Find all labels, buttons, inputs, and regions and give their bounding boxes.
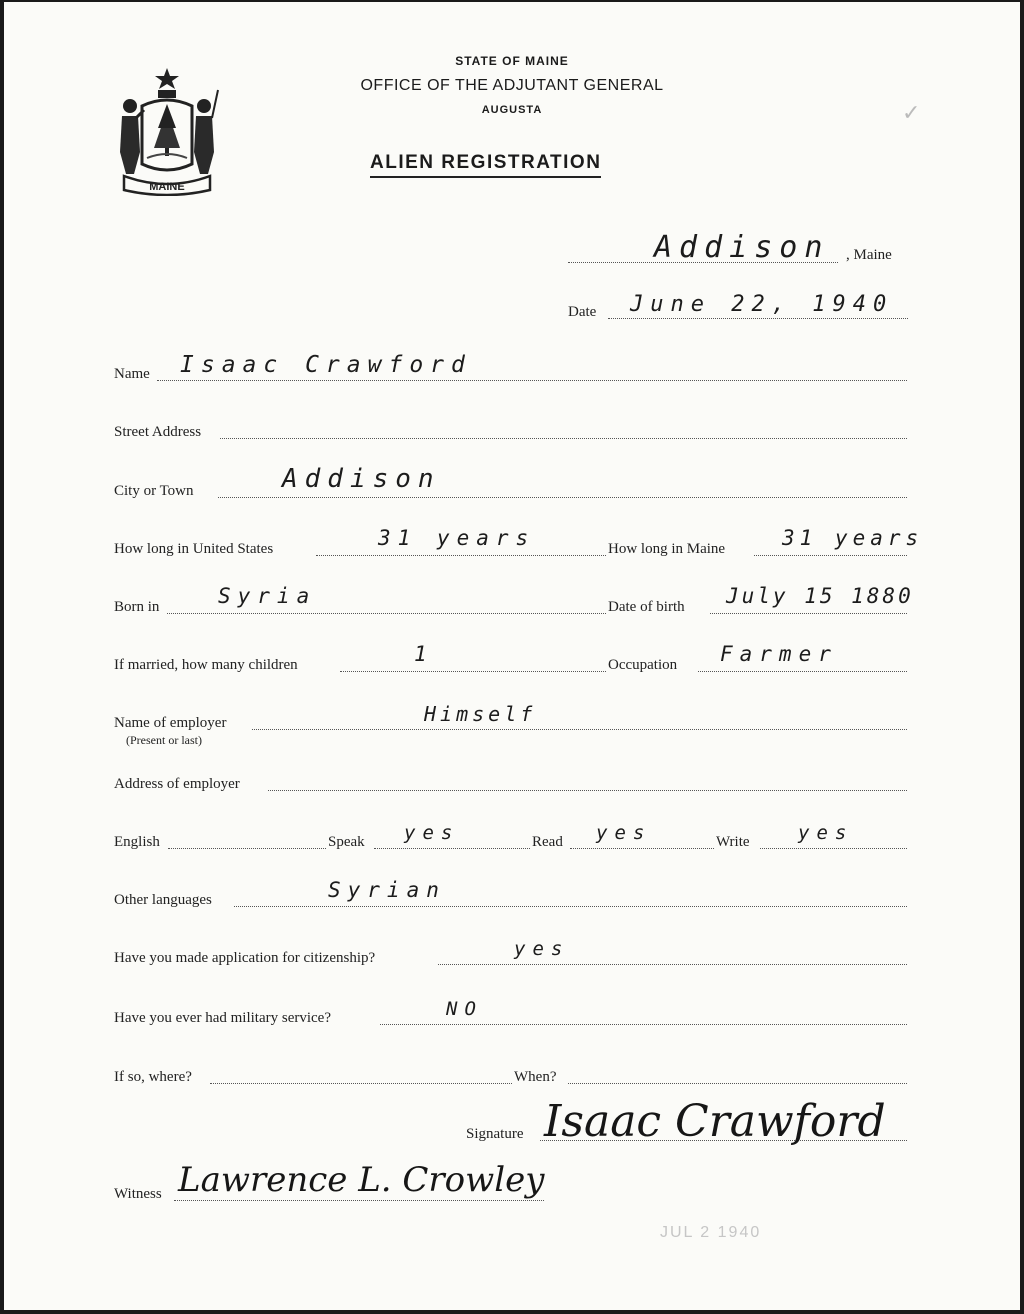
where-line [210,1083,512,1084]
citizenship-line [438,964,907,965]
employer-label: Name of employer [114,715,227,731]
name-line [157,380,907,381]
english-label: English [114,834,160,850]
date-of-birth-value: July 15 1880 [726,584,914,608]
when-line [568,1083,907,1084]
name-value: Isaac Crawford [180,352,472,378]
how-long-us-label: How long in United States [114,541,274,557]
witness-line [174,1200,544,1201]
write-value: yes [798,822,854,844]
header-office: OFFICE OF THE ADJUTANT GENERAL [360,77,664,94]
other-languages-line [234,906,907,907]
employer-line [252,729,907,730]
other-languages-label: Other languages [114,892,212,908]
date-of-birth-line [710,613,907,614]
write-label: Write [716,834,750,850]
speak-value: yes [404,822,460,844]
read-line [570,848,714,849]
employer-address-label: Address of employer [114,776,240,792]
military-line [380,1024,907,1025]
date-line [608,318,908,319]
children-line [340,671,606,672]
city-or-town-line [218,497,907,498]
citizenship-value: yes [514,938,570,960]
street-address-label: Street Address [114,424,202,440]
how-long-maine-value: 31 years [782,526,924,550]
born-in-value: Syria [218,584,317,608]
employer-address-line [268,790,907,791]
english-line [168,848,326,849]
write-line [760,848,907,849]
children-value: 1 [414,642,434,666]
read-label: Read [532,834,563,850]
witness-value: Lawrence L. Crowley [178,1160,545,1200]
military-value: NO [446,998,483,1020]
date-value: June 22, 1940 [630,292,894,317]
employer-note: (Present or last) [126,733,202,747]
signature-label: Signature [466,1126,524,1142]
check-mark: ✓ [902,100,921,125]
registration-form [4,2,1020,1310]
born-in-label: Born in [114,599,160,615]
how-long-us-value: 31 years [378,526,536,550]
occupation-line [698,671,907,672]
speak-line [374,848,530,849]
how-long-us-line [316,555,606,556]
date-of-birth-label: Date of birth [608,599,685,615]
town-value: Addison [654,230,830,265]
how-long-maine-label: How long in Maine [608,541,726,557]
occupation-label: Occupation [608,657,678,673]
city-or-town-label: City or Town [114,483,194,499]
read-value: yes [596,822,652,844]
where-label: If so, where? [114,1069,192,1085]
street-address-line [220,438,907,439]
occupation-value: Farmer [720,642,838,666]
date-label: Date [568,304,597,320]
employer-value: Himself [424,702,537,726]
born-in-line [167,613,606,614]
witness-label: Witness [114,1186,162,1202]
name-label: Name [114,366,150,382]
military-label: Have you ever had military service? [114,1010,331,1026]
speak-label: Speak [328,834,365,850]
header-city: AUGUSTA [481,104,543,116]
header-state: STATE OF MAINE [455,54,569,68]
form-title: ALIEN REGISTRATION [370,152,601,178]
city-or-town-value: Addison [282,464,441,494]
children-label: If married, how many children [114,657,298,673]
svg-text:MAINE: MAINE [149,181,185,193]
signature-value: Isaac Crawford [544,1096,886,1147]
maine-label: , Maine [846,247,892,263]
citizenship-label: Have you made application for citizenship? [114,950,376,966]
other-languages-value: Syrian [328,878,446,902]
received-stamp: JUL 2 1940 [660,1224,762,1241]
how-long-maine-line [754,555,907,556]
when-label: When? [514,1069,557,1085]
